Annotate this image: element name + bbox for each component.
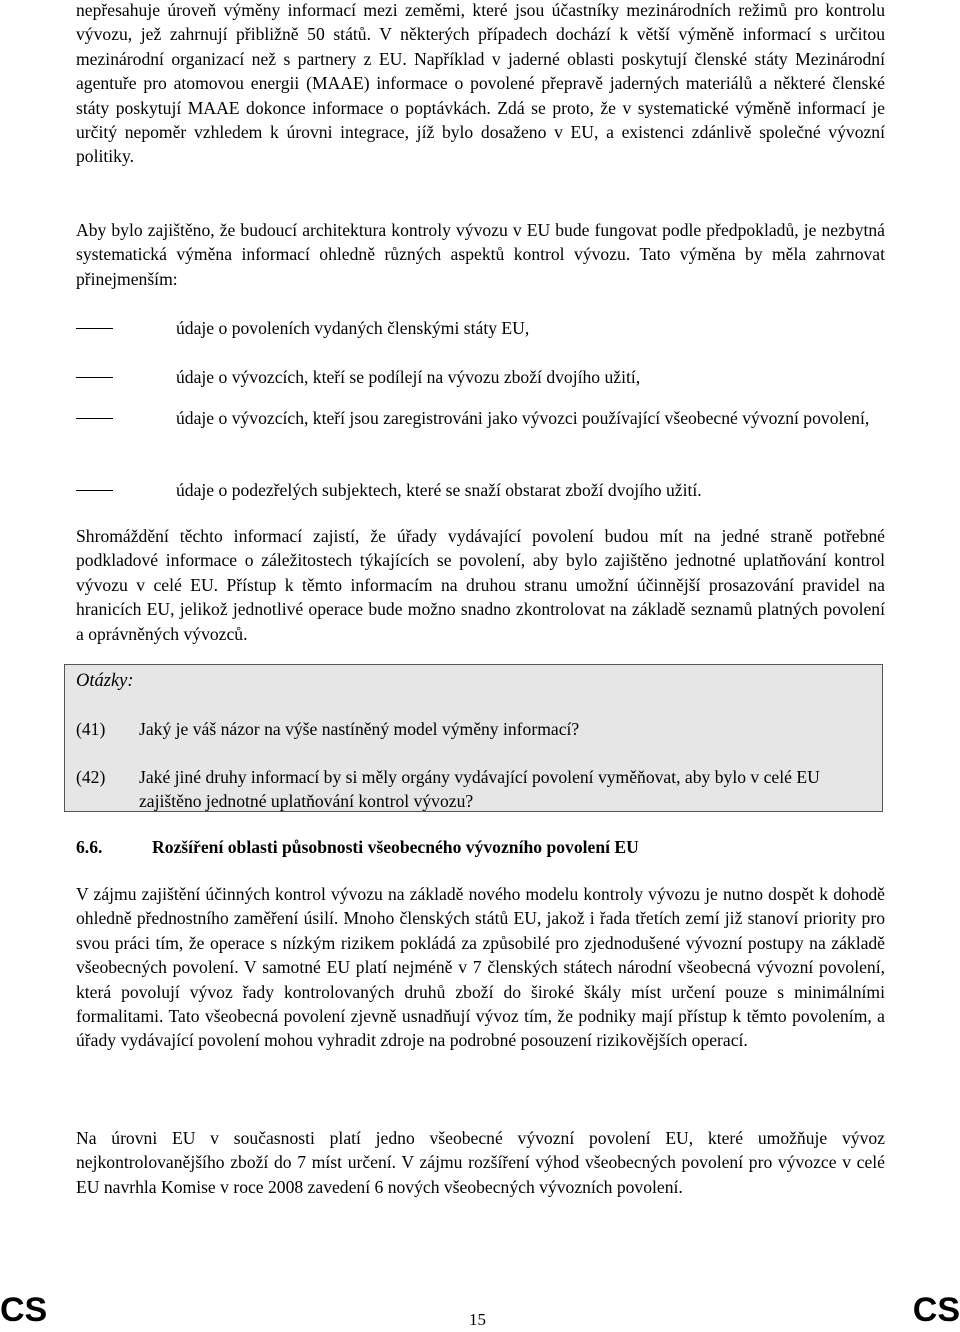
question-number: (42): [76, 767, 106, 787]
question-text: Jaký je váš názor na výše nastíněný model výměny informací?: [139, 719, 580, 739]
paragraph-eu-level: Na úrovni EU v současnosti platí jedno všeobecné vývozní povolení EU, které umožňuje vývoz nejkontrolovanějšího zboží do 7 míst určení. V zájmu rozšíření výhod všeobecných povolení pro vývozce v celé EU navrhla Komise v roce 2008 zavedení 6 nových všeobecných vývozních povolení.: [76, 1128, 885, 1197]
paragraph-systematic-exchange: Aby bylo zajištěno, že budoucí architektura kontroly vývozu v EU bude fungovat podle předpokladů, je nezbytná systematická výměna informací ohledně různých aspektů kontrol vývozu. Tato výměna by měla zahrnovat přinejmenším:: [76, 220, 885, 289]
list-item: údaje o podezřelých subjektech, které se snaží obstarat zboží dvojího užití.: [176, 478, 885, 502]
footer-language-code-right: CS: [912, 1291, 960, 1329]
page-number: 15: [469, 1310, 486, 1329]
section-number: 6.6.: [76, 837, 103, 857]
questions-box: [64, 664, 883, 812]
question-number: (41): [76, 719, 106, 739]
list-item: údaje o vývozcích, kteří jsou zaregistrováni jako vývozci používající všeobecné vývozní povolení,: [176, 406, 885, 430]
paragraph-priorities: V zájmu zajištění účinných kontrol vývozu na základě nového modelu kontroly vývozu je nutno dospět k dohodě ohledně přednostního zaměření úsilí. Mnoho členských států EU, jakož i řada třetích zemí již stanoví priority pro svou práci tím, že operace s nízkým rizikem pokládá za způsobilé pro zjednodušené vývozní postupy na základě všeobecných povolení. V samotné EU platí nejméně v 7 členských státech národní všeobecná vývozní povolení, která povolují vývoz řady kontrolovaných druhů zboží do široké škály míst určení pouze s minimálními formalitami. Tato všeobecná povolení zjevně usnadňují vývoz tím, že podniky mají přístup k těmto povolením, a úřady vydávající povolení mohou vyhradit zdroje na podrobné posouzení rizikovějších operací.: [76, 884, 885, 1051]
list-item: údaje o vývozcích, kteří se podílejí na vývozu zboží dvojího užití,: [176, 365, 885, 389]
footer-language-code-left: CS: [0, 1291, 48, 1329]
questions-title: Otázky:: [76, 671, 134, 691]
paragraph-info-gathering: Shromáždění těchto informací zajistí, že úřady vydávající povolení budou mít na jedné straně potřebné podkladové informace o záležitostech týkajících se povolení, aby bylo zajištěno jednotné uplatňování kontrol vývozu v celé EU. Přístup k těmto informacím na druhou stranu umožní účinnější prosazování pravidel na hranicích EU, jelikož jednotlivé operace bude možno snadno zkontrolovat na základě seznamů platných povolení a oprávněných vývozců.: [76, 526, 885, 644]
list-item: údaje o povoleních vydaných členskými státy EU,: [176, 316, 885, 340]
section-title: Rozšíření oblasti působnosti všeobecného vývozního povolení EU: [152, 837, 639, 857]
paragraph-info-exchange-imbalance: nepřesahuje úroveň výměny informací mezi zeměmi, které jsou účastníky mezinárodních režimů pro kontrolu vývozu, jež zahrnují přibližně 50 států. V některých případech dochází k větší výměně informací s určitou mezinárodní organizací než s partnery z EU. Například v jaderné oblasti poskytují členské státy Mezinárodní agentuře pro atomovou energii (MAAE) informace o povolené přepravě jaderných materiálů a některé členské státy poskytují MAAE dokonce informace o poptávkách. Zdá se proto, že v systematické výměně informací je určitý nepoměr vzhledem k úrovni integrace, jíž bylo dosaženo v EU, a existenci zdánlivě společné vývozní politiky.: [76, 0, 885, 167]
question-text: Jaké jiné druhy informací by si měly orgány vydávající povolení vyměňovat, aby bylo v celé EU zajištěno jednotné uplatňování kontrol vývozu?: [139, 767, 820, 812]
